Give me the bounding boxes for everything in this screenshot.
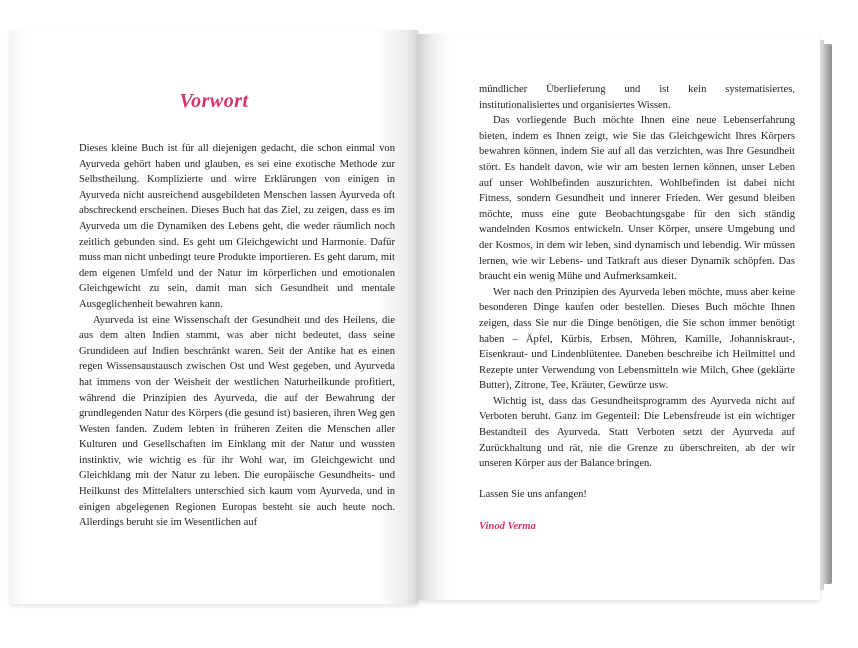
left-page <box>10 30 418 604</box>
right-page <box>418 34 820 600</box>
paragraph: Wer nach den Prinzipien des Ayurveda leben möchte, muss aber keine besonderen Dinge kaufen oder bestellen. Dieses Buch möchte Ihnen zeigen, dass Sie nur die Dinge benötigen, die Sie schon immer benötigt haben – Äpfel, Kürbis, Erbsen, Möhren, Kamille, Johanniskraut-, Eisenkraut- und Lindenblütentee. Daneben beschreibe ich Heilmittel und Rezepte unter Verwendung von Lebensmitteln wie Milch, Ghee (geklärte Butter), Zitrone, Tee, Kräuter, Gewürze usw. <box>479 286 795 392</box>
paragraph: Ayurveda ist eine Wissenschaft der Gesundheit und des Heilens, die aus dem alten Indien stammt, was aber nicht bedeutet, dass seine Grundideen auf Indien beschränkt waren. Seit der Antike hat es einen regen Wissensaustausch zwischen Ost und West gegeben, und Ayurveda hat immens von der Weisheit der westlichen Naturheilkunde profitiert, während die Prinzipien des Ayurveda, die auf der Bewahrung der grundlegenden Natur des Körpers (die gesund ist) basieren, ihren Weg gen Westen fanden. Zudem lebten in früheren Zeiten die Menschen aller Kulturen und Gesellschaften im Einklang mit der Natur und wussten instinktiv, wie wichtig es für ihr Wohl war, im Gleichgewicht und Gleichklang mit der Natur zu leben. Die europäische Gesundheits- und Heilkunst des Mittelalters unterschied sich kaum vom Ayurveda, und in einigen abgelegenen Regionen Europas besteht sie auch heute noch. Allerdings beruht sie im Wesentlichen auf <box>79 314 395 529</box>
author-signature: Vinod Verma <box>479 520 536 532</box>
right-page-body <box>479 82 795 534</box>
paragraph: mündlicher Überlieferung und ist kein systematisiertes, institutionalisiertes und organisiertes Wissen. <box>479 84 795 111</box>
paragraph: Wichtig ist, dass das Gesundheitsprogramm des Ayurveda nicht auf Verboten beruht. Ganz im Gegenteil: Die Lebensfreude ist ein wichtiger Bestandteil des Ayurveda. Statt Verboten setzt der Ayurveda auf Zurückhaltung und rät, nie die Grenze zu überschreiten, ab der wir unseren Körper aus der Balance bringen. <box>479 395 795 470</box>
paragraph: Das vorliegende Buch möchte Ihnen eine neue Lebenserfahrung bieten, indem es Ihnen zeigt, wie Sie das Gleichgewicht Ihres Körpers bewahren können, indem Sie auf all das verzichten, was Ihre Gesundheit stört. Es handelt davon, wie wir am besten lernen können, unser Leben auf unser Wohlbefinden auszurichten. Wohlbefinden ist dabei nicht Fitness, sondern Gesundheit und innerer Frieden. Wer gesund bleiben möchte, muss eine gute Beobachtungsgabe für den sich ständig wandelnden Kosmos entwickeln. Unser Körper, unsere Umgebung und der Kosmos, in dem wir leben, sind dynamisch und lebendig. Wir müssen lernen, wie wir Lebens- und Tatkraft aus dieser Dynamik schöpfen. Das braucht ein wenig Mühe und Aufmerksamkeit. <box>479 115 795 283</box>
page-heading: Vorwort <box>179 90 249 112</box>
closing-line: Lassen Sie uns anfangen! <box>479 489 587 501</box>
book-cover-edge <box>822 44 832 584</box>
left-page-body <box>79 141 395 531</box>
paragraph: Dieses kleine Buch ist für all diejenigen gedacht, die schon einmal von Ayurveda gehört haben und glauben, es sei eine exotische Methode zur Selbstheilung. Komplizierte und wirre Erklärungen von einigen in Ayurveda nicht ausreichend ausgebildeten Menschen lassen Ayurveda oft abschreckend erscheinen. Dieses Buch hat das Ziel, zu zeigen, dass es im Ayurveda um die Dynamiken des Lebens geht, die weder räumlich noch zeitlich gebunden sind. Es geht um Gleichgewicht und Harmonie. Dafür muss man nicht unbedingt teure Produkte importieren. Es geht darum, mit dem eigenen Umfeld und der Natur im körperlichen und emotionalen Gleichgewicht zu sein, damit man sich Gesundheit und mentale Ausgeglichenheit bewahren kann. <box>79 143 395 310</box>
